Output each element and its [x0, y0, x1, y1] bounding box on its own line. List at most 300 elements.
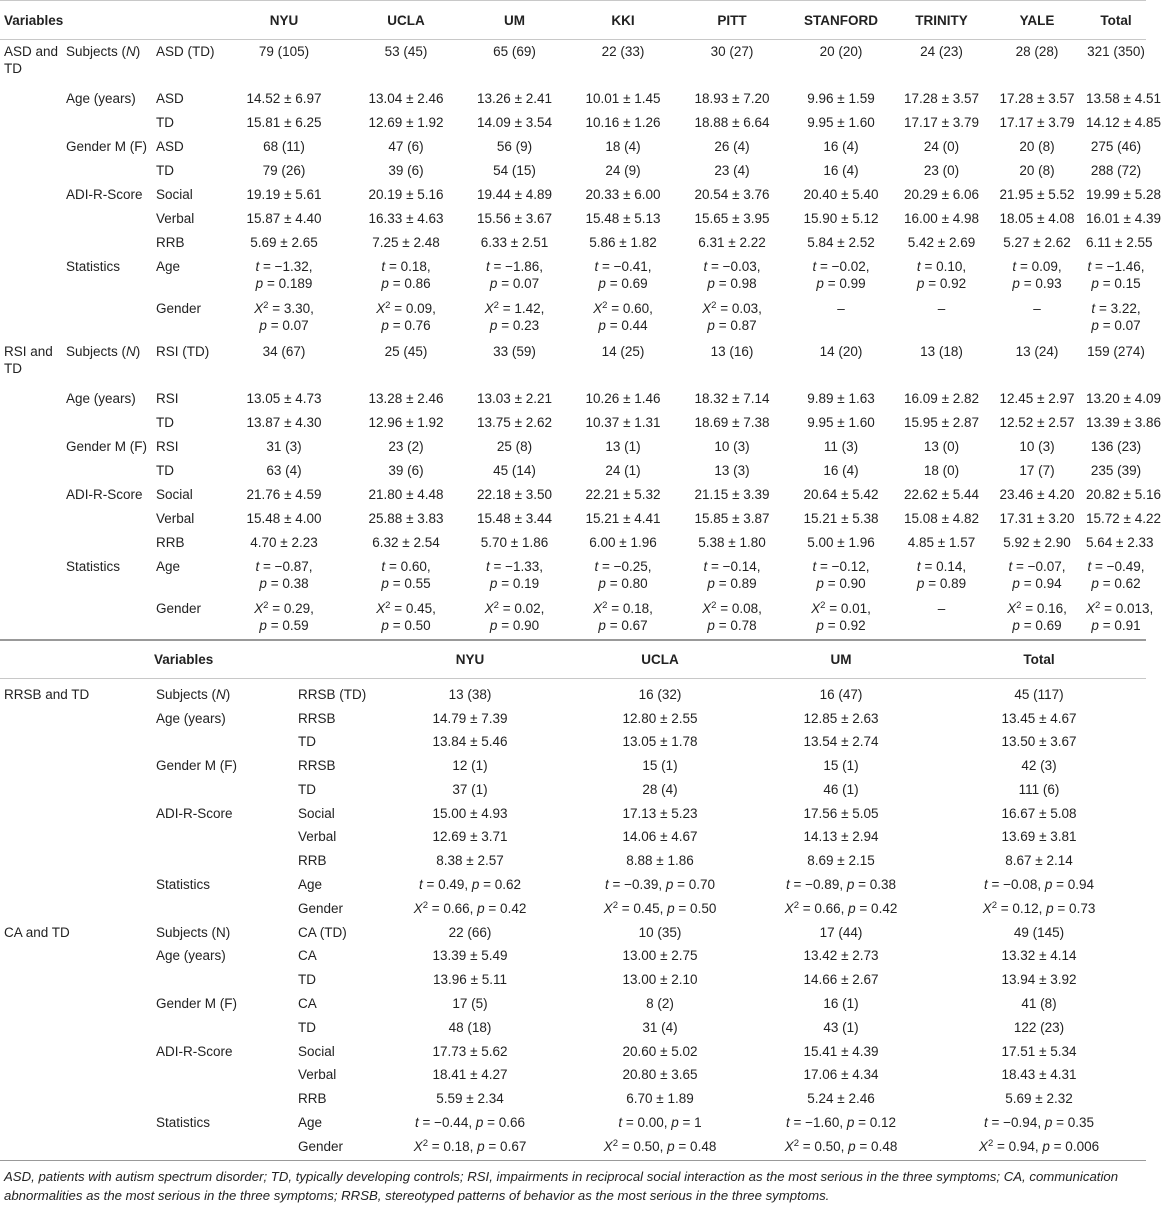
stat-superscript: 2 [493, 299, 499, 311]
data-cell: 13.00 ± 2.75 [622, 948, 698, 964]
stat-symbol: X [413, 900, 423, 916]
data-cell [216, 255, 352, 297]
group-label [0, 411, 62, 435]
data-cell [370, 873, 570, 897]
data-cell: 15.21 ± 4.41 [585, 510, 661, 526]
data-cell: 24 (23) [920, 44, 963, 59]
data-cell: 13 (16) [710, 343, 754, 359]
stat-value: = 0.09, [1016, 258, 1062, 274]
data-cell: 17 (7) [1019, 462, 1055, 478]
data-cell: 20.54 ± 3.76 [694, 186, 770, 202]
data-cell: 45 (117) [1014, 687, 1064, 702]
data-cell: 5.24 ± 2.46 [807, 1091, 875, 1107]
p-value: = 0.67 [484, 1138, 527, 1154]
header-total: Total [1086, 1, 1146, 40]
data-cell: 13.45 ± 4.67 [1001, 710, 1077, 726]
subgroup-label: RRB [156, 534, 185, 550]
stat-value: = 3.22, [1095, 300, 1141, 316]
p-value: = 0.76 [388, 317, 431, 333]
p-value: = 0.006 [1049, 1138, 1100, 1154]
variable-label [154, 679, 298, 707]
stat-symbol: t [594, 258, 599, 274]
data-cell: 13.96 ± 5.11 [433, 972, 507, 988]
p-value: = 0.50 [388, 617, 431, 633]
table-row [0, 40, 1146, 87]
data-cell: 12.69 ± 3.71 [432, 829, 508, 845]
data-cell: 15.72 ± 4.22 [1086, 510, 1161, 526]
data-cell: 13.03 ± 2.21 [477, 390, 552, 406]
subgroup-label: Age [298, 1115, 323, 1131]
p-symbol: p [816, 575, 824, 591]
data-cell: 5.92 ± 2.90 [1003, 534, 1071, 550]
data-cell: 7.25 ± 2.48 [372, 234, 440, 250]
data-cell: 12.69 ± 1.92 [368, 114, 444, 130]
p-value: = 0.48 [855, 1138, 898, 1154]
p-symbol: p [848, 1138, 856, 1154]
variable-label-italic: N [216, 687, 226, 702]
stat-symbol: X [593, 600, 603, 616]
data-cell: 17.17 ± 3.79 [999, 114, 1075, 130]
stat-superscript: 2 [987, 1137, 994, 1149]
data-cell [1086, 597, 1154, 641]
data-cell [1086, 297, 1146, 340]
stat-value: = 0.18, [385, 258, 431, 274]
header-um: UM [750, 640, 932, 679]
data-cell: 16 (4) [823, 462, 859, 478]
p-symbol: p [477, 900, 485, 916]
data-cell: 18.93 ± 7.20 [694, 90, 770, 106]
stat-value: = 3.30, [268, 300, 314, 316]
p-value: = 0.87 [714, 317, 757, 333]
stat-superscript: 2 [422, 1137, 428, 1149]
data-cell: 11 (3) [823, 438, 859, 454]
data-cell: 13.69 ± 3.81 [1001, 829, 1077, 845]
stat-value: = −0.02, [816, 258, 870, 274]
data-cell: 22.18 ± 3.50 [477, 486, 552, 502]
stat-value: = −0.49, [1091, 558, 1145, 574]
stat-symbol: t [812, 258, 817, 274]
p-value: = 0.48 [674, 1138, 717, 1154]
table-row [0, 159, 1146, 183]
table-row [0, 231, 1146, 255]
group-label [0, 1111, 154, 1135]
data-cell: 54 (15) [493, 162, 536, 178]
data-cell: 18.43 ± 4.31 [1001, 1067, 1077, 1083]
variable-label [62, 340, 154, 387]
stat-symbol: t [381, 258, 386, 274]
variable-label: ADI-R-Score [156, 1043, 233, 1059]
data-cell: 18.69 ± 7.38 [694, 414, 770, 430]
group-label: ASD and TD [4, 44, 59, 76]
data-cell: 9.89 ± 1.63 [807, 390, 875, 406]
data-cell: 6.32 ± 2.54 [372, 534, 440, 550]
stat-value: = −1.32, [259, 258, 313, 274]
data-cell: 12.80 ± 2.55 [622, 710, 698, 726]
variable-label [62, 231, 154, 255]
group-label [0, 459, 62, 483]
table-row [0, 897, 1146, 921]
table-row [0, 483, 1146, 507]
data-cell [216, 555, 352, 597]
p-symbol: p [598, 317, 606, 333]
variable-label-italic: N [126, 44, 136, 59]
data-cell [895, 555, 988, 597]
header-ucla: UCLA [352, 1, 460, 40]
p-symbol: p [259, 317, 267, 333]
data-cell: 20.64 ± 5.42 [803, 486, 879, 502]
stat-superscript: 2 [820, 599, 826, 611]
group-label [0, 730, 154, 754]
data-cell: 22 (66) [448, 924, 492, 940]
stat-superscript: 2 [793, 1137, 799, 1149]
data-cell [352, 255, 460, 297]
data-cell: 13.84 ± 5.46 [432, 734, 508, 750]
stat-symbol: t [605, 877, 609, 893]
subgroup-label: Age [298, 877, 323, 893]
data-cell [352, 297, 460, 340]
data-cell: 5.84 ± 2.52 [807, 234, 875, 250]
subgroup-label: Gender [156, 300, 202, 316]
variable-label [62, 111, 154, 135]
data-cell: 13.00 ± 2.10 [622, 972, 698, 988]
subgroup-label: Gender [298, 1135, 370, 1161]
data-cell: 13.50 ± 3.67 [1001, 734, 1077, 750]
variable-label [62, 207, 154, 231]
data-cell: 16 (47) [819, 687, 863, 702]
data-cell [370, 1111, 570, 1135]
group-label [0, 207, 62, 231]
table-row [0, 207, 1146, 231]
variable-label: Statistics [66, 558, 121, 574]
table-row [0, 87, 1146, 111]
variable-label [62, 297, 154, 340]
p-value: = 0.94 [1019, 575, 1062, 591]
variable-label [62, 159, 154, 183]
data-cell: 5.70 ± 1.86 [480, 534, 549, 550]
data-cell: 18.88 ± 6.64 [694, 114, 770, 130]
header-yale: YALE [988, 1, 1086, 40]
data-cell: – [895, 597, 988, 641]
data-cell: 14 (25) [601, 343, 645, 359]
p-symbol: p [489, 617, 498, 633]
stat-value: = 1.42, [498, 300, 545, 316]
subgroup-label: Verbal [298, 829, 337, 845]
stat-symbol: X [254, 600, 264, 616]
p-symbol: p [848, 900, 856, 916]
data-cell [750, 1111, 932, 1135]
subgroup-label: RRB [298, 853, 327, 869]
stat-symbol: t [984, 1115, 988, 1131]
p-value: = 0.89 [924, 575, 967, 591]
stat-symbol: t [381, 558, 386, 574]
subgroup-label: Age [156, 258, 181, 274]
stat-symbol: t [812, 558, 817, 574]
data-cell: 9.95 ± 1.60 [807, 414, 875, 430]
data-cell: 17.06 ± 4.34 [803, 1067, 879, 1083]
data-cell: 33 (59) [493, 343, 536, 359]
p-value: = 0.44 [605, 317, 648, 333]
data-cell: 288 (72) [1090, 162, 1142, 178]
table-row [0, 944, 1146, 968]
group-label [0, 754, 154, 778]
data-cell: 46 (1) [823, 781, 859, 797]
p-value: = 0.38 [266, 575, 309, 591]
subgroup-label: RSI [156, 390, 179, 406]
stat-value: = −0.44, [418, 1115, 476, 1131]
header-nyu: NYU [370, 640, 570, 679]
group-label [0, 111, 62, 135]
data-cell: 4.70 ± 2.23 [250, 534, 318, 550]
data-cell: 26 (4) [714, 138, 750, 154]
stat-value: = 0.45, [617, 900, 668, 916]
group-label [0, 387, 62, 411]
data-cell [570, 873, 750, 897]
table-row [0, 849, 1146, 873]
table-row [0, 555, 1146, 597]
data-cell: 159 (274) [1087, 343, 1145, 359]
subgroup-label: Verbal [156, 510, 195, 526]
data-cell: 28 (4) [642, 781, 678, 797]
p-value: = 0.89 [714, 575, 757, 591]
data-cell: 56 (9) [496, 138, 533, 154]
data-cell: 31 (3) [266, 438, 302, 454]
data-cell: 13.94 ± 3.92 [1001, 972, 1077, 988]
data-cell: 39 (6) [388, 162, 424, 178]
data-cell: 20.33 ± 6.00 [585, 186, 661, 202]
data-cell: 23 (2) [388, 438, 424, 454]
subgroup-label: Verbal [298, 1067, 337, 1083]
stat-value: = 0.45, [390, 600, 436, 616]
data-cell: 136 (23) [1090, 438, 1142, 454]
data-cell: 43 (1) [823, 1019, 859, 1035]
variable-label [154, 1135, 298, 1161]
p-value: = 0.99 [823, 275, 866, 291]
data-cell: 17.17 ± 3.79 [904, 114, 979, 130]
stat-symbol: t [703, 258, 708, 274]
group-label [0, 183, 62, 207]
variable-label [62, 531, 154, 555]
table-row [0, 825, 1146, 849]
table-row [0, 531, 1146, 555]
data-cell: 23 (4) [714, 162, 750, 178]
data-cell: 15.85 ± 3.87 [694, 510, 770, 526]
data-cell: 6.11 ± 2.55 [1086, 234, 1153, 250]
p-value: = 0.73 [1053, 900, 1096, 916]
subgroup-label: CA [298, 948, 317, 964]
stat-symbol: X [811, 600, 821, 616]
data-cell: 6.33 ± 2.51 [480, 234, 549, 250]
data-cell: 6.70 ± 1.89 [626, 1091, 694, 1107]
data-cell: 13.26 ± 2.41 [477, 90, 552, 106]
p-value: = 0.07 [1098, 317, 1141, 333]
p-symbol: p [471, 877, 480, 893]
stat-symbol: t [415, 1115, 419, 1131]
variable-label [154, 730, 298, 754]
group-label [0, 825, 154, 849]
data-cell: 8.88 ± 1.86 [626, 853, 694, 869]
data-cell: 10.01 ± 1.45 [585, 90, 661, 106]
data-cell: 79 (26) [262, 162, 306, 178]
data-cell: 14.79 ± 7.39 [432, 710, 508, 726]
data-cell: 10.26 ± 1.46 [585, 390, 661, 406]
data-cell: 6.31 ± 2.22 [698, 234, 766, 250]
group-label [0, 483, 62, 507]
variable-label [62, 459, 154, 483]
data-cell [460, 555, 569, 597]
p-symbol: p [1012, 575, 1020, 591]
data-cell: 20.29 ± 6.06 [904, 186, 979, 202]
data-cell: 12.45 ± 2.97 [999, 390, 1075, 406]
subgroup-label: ASD [156, 90, 184, 106]
data-cell: 5.59 ± 2.34 [436, 1091, 504, 1107]
p-value: = 0.62 [479, 877, 522, 893]
data-cell: 39 (6) [388, 462, 424, 478]
table-row [0, 754, 1146, 778]
data-cell [988, 597, 1086, 641]
data-cell: 24 (1) [605, 462, 641, 478]
p-symbol: p [916, 575, 925, 591]
stat-superscript: 2 [385, 599, 391, 611]
group-label [0, 802, 154, 826]
group-label [0, 897, 154, 921]
stat-superscript: 2 [263, 299, 269, 311]
p-symbol: p [598, 617, 606, 633]
data-cell: 25.88 ± 3.83 [368, 510, 444, 526]
header-pitt: PITT [677, 1, 787, 40]
data-cell: 13.04 ± 2.46 [368, 90, 444, 106]
p-symbol: p [1044, 1115, 1053, 1131]
data-cell: 18.32 ± 7.14 [694, 390, 770, 406]
p-value: = 0.86 [388, 275, 431, 291]
table-row [0, 778, 1146, 802]
data-cell: 111 (6) [1018, 781, 1060, 797]
data-cell: 20.19 ± 5.16 [368, 186, 444, 202]
data-cell: 21.80 ± 4.48 [368, 486, 444, 502]
data-cell: 10 (3) [1019, 438, 1055, 454]
data-cell: 16 (4) [823, 162, 859, 178]
data-cell: 15.56 ± 3.67 [477, 210, 552, 226]
data-cell: 5.69 ± 2.32 [1005, 1091, 1073, 1107]
data-cell: 25 (45) [384, 343, 428, 359]
variable-label-part: ) [135, 44, 141, 59]
data-cell [988, 555, 1086, 597]
p-symbol: p [1091, 575, 1099, 591]
data-cell: 9.95 ± 1.60 [807, 114, 875, 130]
data-cell [932, 873, 1146, 897]
stat-symbol: t [703, 558, 708, 574]
data-cell: 49 (145) [1013, 924, 1065, 940]
data-cell: 5.27 ± 2.62 [1003, 234, 1071, 250]
group-label [0, 778, 154, 802]
data-cell [569, 597, 677, 641]
p-value: = 0.94 [1052, 877, 1095, 893]
p-symbol: p [489, 317, 498, 333]
data-cell [677, 597, 787, 641]
data-cell [569, 255, 677, 297]
variable-label [154, 849, 298, 873]
p-symbol: p [598, 575, 606, 591]
data-cell [370, 1135, 570, 1161]
data-cell: 16.09 ± 2.82 [904, 390, 979, 406]
subgroup-label: TD [298, 734, 316, 750]
data-cell: 21.15 ± 3.39 [694, 486, 770, 502]
p-symbol: p [707, 275, 715, 291]
group-label [0, 87, 62, 111]
subgroup-label: Gender [298, 900, 344, 916]
data-cell: 6.00 ± 1.96 [589, 534, 657, 550]
data-cell: 16 (4) [823, 138, 859, 154]
data-cell: 68 (11) [263, 138, 305, 154]
header-ucla: UCLA [570, 640, 750, 679]
p-symbol: p [381, 575, 389, 591]
group-label: RSI and TD [4, 343, 53, 376]
data-cell: 8.69 ± 2.15 [807, 853, 875, 869]
data-cell: 15.21 ± 5.38 [803, 510, 879, 526]
data-cell: 15.95 ± 2.87 [904, 414, 979, 430]
subgroup-label: Social [156, 486, 193, 502]
stat-superscript: 2 [612, 899, 618, 911]
group-label [0, 1040, 154, 1064]
variable-label: ADI-R-Score [66, 186, 143, 202]
p-symbol: p [477, 1138, 485, 1154]
data-cell: 13.05 ± 4.73 [246, 390, 322, 406]
stat-superscript: 2 [793, 899, 799, 911]
p-value: = 0.38 [854, 877, 897, 893]
stat-symbol: X [484, 600, 494, 616]
stat-symbol: t [485, 258, 490, 274]
group-label [0, 1087, 154, 1111]
data-cell: 13.54 ± 2.74 [803, 734, 879, 750]
table-row [0, 1111, 1146, 1135]
data-cell: 19.19 ± 5.61 [246, 186, 322, 202]
data-cell: 17.13 ± 5.23 [622, 805, 698, 821]
subgroup-label: TD [156, 162, 174, 178]
stat-symbol: X [982, 900, 992, 916]
data-cell: 16.00 ± 4.98 [904, 210, 979, 226]
data-cell [569, 297, 677, 340]
p-value: = 0.07 [497, 275, 540, 291]
data-cell: 13 (0) [923, 438, 960, 454]
variable-label-part: ) [135, 343, 141, 359]
stat-value: = 0.66, [427, 900, 478, 916]
stat-symbol: X [593, 300, 603, 316]
stat-symbol: X [603, 900, 613, 916]
stat-value: = −0.03, [707, 258, 761, 274]
table-row [0, 183, 1146, 207]
data-cell: 8.38 ± 2.57 [436, 853, 504, 869]
stat-symbol: t [1087, 558, 1092, 574]
table-row [0, 111, 1146, 135]
data-cell: 15.48 ± 3.44 [477, 510, 552, 526]
data-cell [750, 873, 932, 897]
data-cell: 17.73 ± 5.62 [432, 1043, 508, 1059]
data-cell [460, 255, 569, 297]
stat-symbol: X [1007, 600, 1017, 616]
p-value: = 0.23 [497, 317, 540, 333]
subgroup-label: Social [298, 1043, 335, 1059]
p-symbol: p [707, 575, 715, 591]
data-cell: 21.76 ± 4.59 [246, 486, 322, 502]
table-row [0, 135, 1146, 159]
data-cell: 17 (5) [452, 996, 488, 1012]
data-cell [677, 297, 787, 340]
data-cell: 8.67 ± 2.14 [1005, 853, 1073, 869]
data-cell: 12.96 ± 1.92 [368, 414, 444, 430]
table-row [0, 1040, 1146, 1064]
data-cell: 13.75 ± 2.62 [477, 414, 552, 430]
stat-symbol: X [702, 600, 712, 616]
data-cell: 13.58 ± 4.51 [1086, 90, 1161, 106]
